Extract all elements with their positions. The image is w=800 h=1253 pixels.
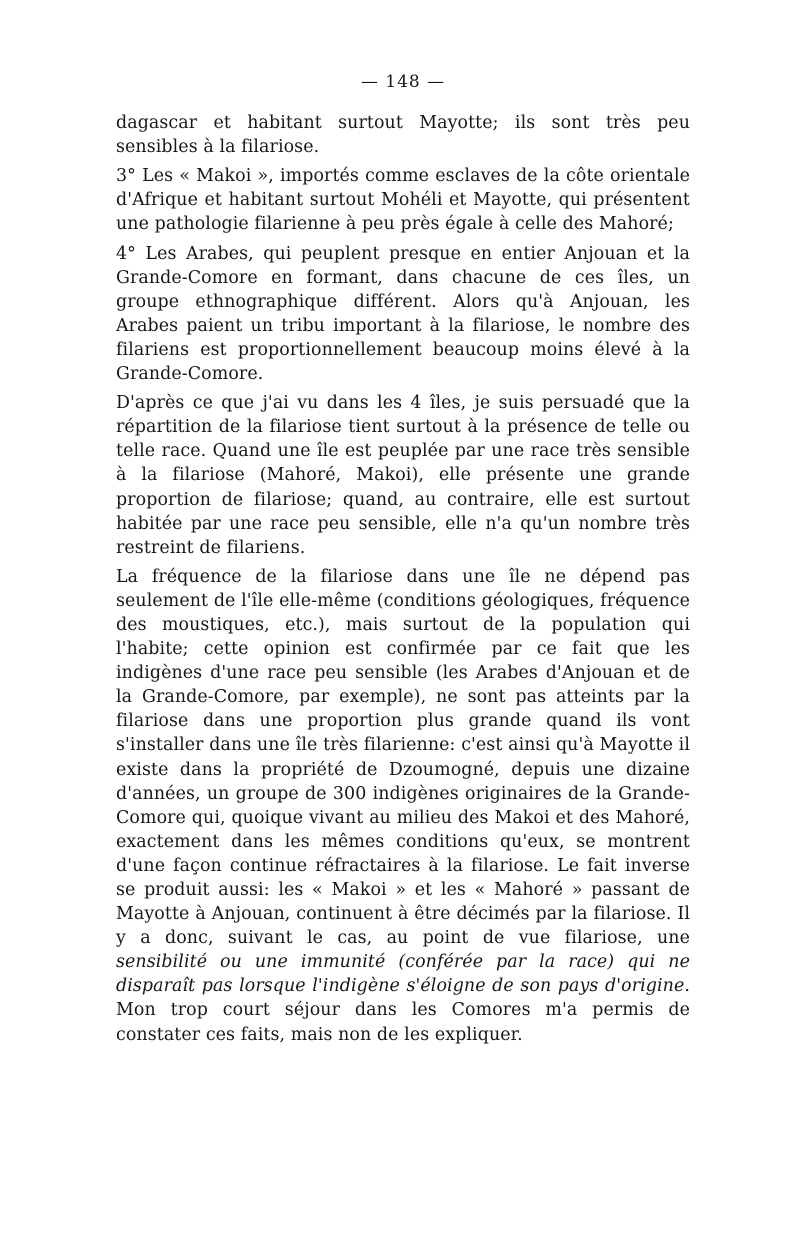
paragraph-item-4: 4° Les Arabes, qui peuplent presque en entier Anjouan et la Grande-Comore en formant, dans chacune de ces îles, un groupe ethnographique différent. Alors qu'à Anjouan, les Arabes paient un tribu important à la filariose, le nombre des filariens est proportionnellement beaucoup moins élevé à la Grande-Comore. <box>116 243 690 385</box>
paragraph-frequency-text: La fréquence de la filariose dans une île ne dépend pas seulement de l'île elle-même (conditions géologiques, fréquence des moustiques, etc.), mais surtout de la population qui l'habite; cette opinion est confirmée par ce fait que les indigènes d'une race peu sensible (les Arabes d'Anjouan et de la Grande-Comore, par exemple), ne sont pas atteints par la filariose dans une proportion plus grande quand ils vont s'installer dans une île très filarienne: c'est ainsi qu'à Mayotte il existe dans la propriété de Dzoumogné, depuis une dizaine d'années, un groupe de 300 indigènes originaires de la Grande-Comore qui, quoique vivant au milieu des Makoi et des Mahoré, exactement dans les mêmes conditions qu'eux, se montrent d'une façon continue réfractaires à la filariose. Le fait inverse se produit aussi: les « Makoi » et les « Mahoré » passant de Mayotte à Anjouan, continuent à être décimés par la filariose. Il y a donc, suivant le cas, au point de vue filariose, une <box>116 566 690 949</box>
page <box>116 70 690 1052</box>
paragraph-frequency-ending: Mon trop court séjour dans les Comores m'a permis de constater ces faits, mais non de les expliquer. <box>116 1000 690 1045</box>
page-number: — 148 — <box>360 72 446 92</box>
paragraph-distribution: D'après ce que j'ai vu dans les 4 îles, je suis persuadé que la répartition de la filariose tient surtout à la présence de telle ou telle race. Quand une île est peuplée par une race très sensible à la filariose (Mahoré, Makoi), elle présente une grande proportion de filariose; quand, au contraire, elle est surtout habitée par une race peu sensible, elle n'a qu'un nombre très restreint de filariens. <box>116 393 690 558</box>
paragraph-continuation: dagascar et habitant surtout Mayotte; ils sont très peu sensibles à la filariose. <box>116 113 690 158</box>
paragraph-frequency <box>116 565 690 1047</box>
paragraph-item-3: 3° Les « Makoi », importés comme esclaves de la côte orientale d'Afrique et habitant surtout Mohéli et Mayotte, qui présentent une pathologie filarienne à peu près égale à celle des Mahoré; <box>116 166 690 235</box>
italic-emphasis: sensibilité ou une immunité (conférée par la race) qui ne disparaît pas lorsque l'indigène s'éloigne de son pays d'origine. <box>116 952 690 997</box>
